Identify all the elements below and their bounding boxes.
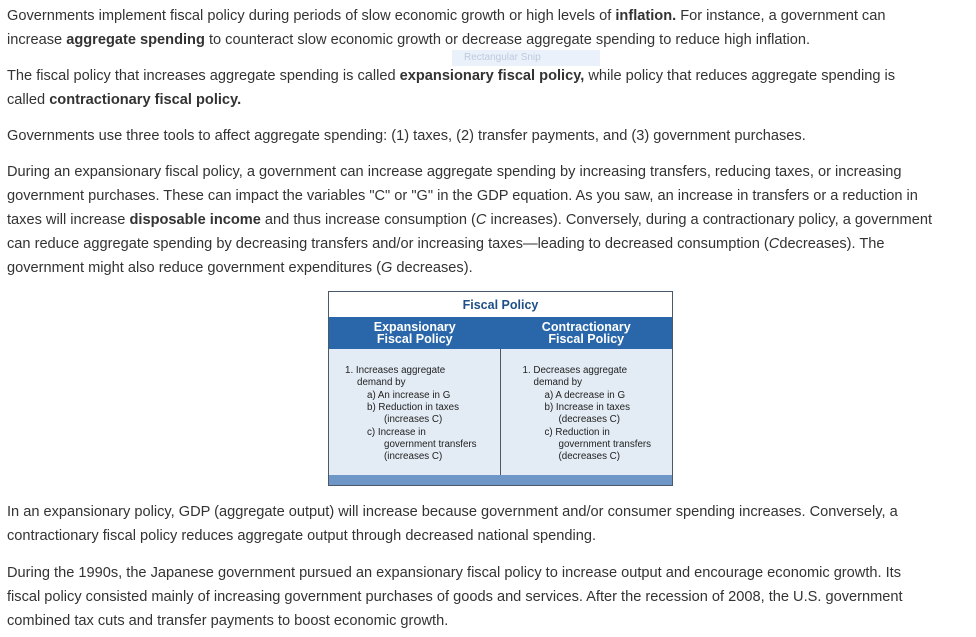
text-run: contractionary fiscal policy reduces aggregate output through decreased national spending. (7, 528, 596, 544)
variable-c: C (768, 236, 780, 252)
heading-line: Fiscal Policy (548, 332, 625, 346)
paragraph-three-tools (7, 124, 806, 148)
text-run: Governments implement fiscal policy during periods of slow economic growth or high levels of (7, 8, 616, 24)
table-line: (increases C) (384, 451, 443, 462)
variable-c: C (475, 212, 487, 228)
table-line: (increases C) (384, 414, 443, 425)
figure-header-row (329, 317, 672, 349)
term-contractionary-fiscal-policy: contractionary fiscal policy. (49, 92, 242, 108)
paragraph-gdp-effects (7, 500, 898, 548)
text-run: In an expansionary policy, GDP (aggregate output) will increase because government and/or consumer spending increases. Conversely, a (7, 504, 898, 520)
term-aggregate-spending: aggregate spending (66, 32, 205, 48)
text-run: decreases). (392, 260, 473, 276)
text-run: decreases). The (779, 236, 885, 252)
rectangular-snip-overlay: Rectangular Snip (452, 50, 600, 66)
text-run: taxes will increase (7, 212, 130, 228)
table-line: (decreases C) (558, 451, 621, 462)
text-run: while policy that reduces aggregate spending is (584, 68, 896, 84)
figure-body-row (329, 349, 672, 475)
table-line: government transfers (384, 439, 477, 450)
heading-line: Fiscal Policy (376, 332, 453, 346)
text-run: The fiscal policy that increases aggregate spending is called (7, 68, 400, 84)
text-run: government purchases. These can impact the variables "C" or "G" in the GDP equation. As you saw, an increase in transfers or a reduction in (7, 188, 918, 204)
term-expansionary-fiscal-policy: expansionary fiscal policy, (399, 68, 585, 84)
text-run: government might also reduce government expenditures ( (7, 260, 381, 276)
text-run: increase (7, 32, 67, 48)
text-run: can reduce aggregate spending by decreasing transfers and/or increasing taxes—leading to decreased consumption ( (7, 236, 769, 252)
column-contractionary (501, 349, 673, 475)
table-line: government transfers (558, 439, 652, 450)
text-run: fiscal policy consisted mainly of increasing government purchases of goods and services. After the recession of 2008, the U.S. government (7, 589, 903, 605)
table-line: c) Reduction in (544, 427, 610, 438)
text-run: During the 1990s, the Japanese government pursued an expansionary fiscal policy to increase output and encourage economic growth. Its (7, 565, 902, 581)
table-line: demand by (533, 377, 582, 388)
text-run: called (7, 92, 50, 108)
text-run: During an expansionary fiscal policy, a government can increase aggregate spending by increasing transfers, reducing taxes, or increasing (7, 164, 902, 180)
variable-g: G (380, 260, 393, 276)
text-run: combined tax cuts and transfer payments to boost economic growth. (7, 613, 449, 629)
table-line: a) A decrease in G (544, 390, 626, 401)
paragraph-fiscal-policy-intro (7, 4, 885, 52)
paragraph-expansionary-details (7, 160, 932, 280)
paragraph-policy-types (7, 64, 895, 112)
fiscal-policy-table-figure (328, 291, 673, 486)
table-line: demand by (357, 377, 406, 388)
paragraph-historical-examples (7, 561, 903, 633)
text-run: and thus increase consumption ( (260, 212, 476, 228)
text-run: Governments use three tools to affect aggregate spending: (1) taxes, (2) transfer payments, and (3) government purchases. (7, 128, 806, 144)
table-line: b) Reduction in taxes (367, 402, 460, 413)
table-line: b) Increase in taxes (544, 402, 630, 413)
term-inflation: inflation. (615, 8, 677, 24)
figure-title: Fiscal Policy (462, 298, 539, 312)
text-run: For instance, a government can (676, 8, 886, 24)
term-disposable-income: disposable income (129, 212, 261, 228)
table-line: 1. Decreases aggregate (522, 365, 628, 376)
column-expansionary (329, 349, 501, 475)
column-heading-contractionary (501, 317, 673, 349)
heading-line: Expansionary (373, 320, 456, 334)
table-line: a) An increase in G (367, 390, 451, 401)
table-line: 1. Increases aggregate (345, 365, 446, 376)
table-line: c) Increase in (367, 427, 426, 438)
column-heading-expansionary (329, 317, 501, 349)
text-run: increases). Conversely, during a contractionary policy, a government (486, 212, 932, 228)
table-line: (decreases C) (558, 414, 621, 425)
figure-footer-bar (329, 475, 672, 485)
heading-line: Contractionary (541, 320, 631, 334)
text-run: to counteract slow economic growth or decrease aggregate spending to reduce high inflation. (204, 32, 811, 48)
